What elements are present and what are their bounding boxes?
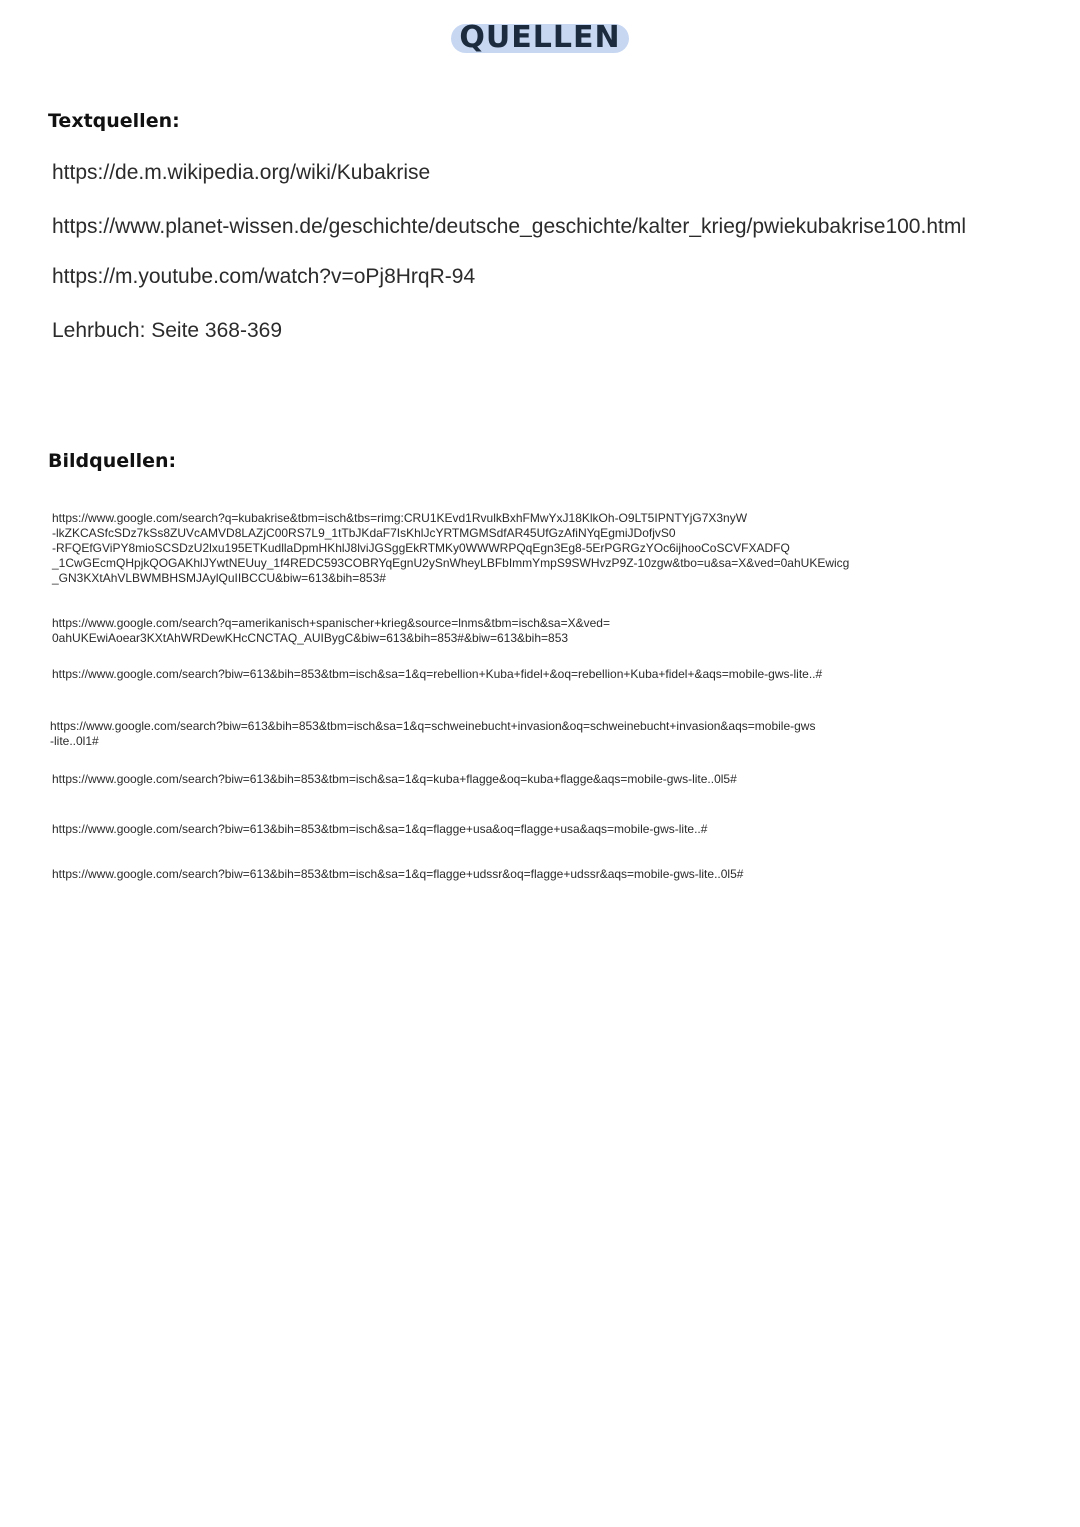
image-source-line: 0ahUKEwiAoear3KXtAhWRDewKHcCNCTAQ_AUIBygC&biw=613&bih=853#&biw=613&bih=853 (52, 631, 569, 645)
image-source-link[interactable] (52, 616, 932, 646)
image-source-line: https://www.google.com/search?biw=613&bih=853&tbm=isch&sa=1&q=schweinebucht+invasion&oq=schweinebucht+invasion&aqs=mobile-gws (50, 719, 816, 733)
image-source-link[interactable] (52, 667, 932, 682)
image-source-line: -lkZKCASfcSDz7kSs8ZUVcAMVD8LAZjC00RS7L9_1tTbJKdaF7IsKhlJcYRTMGMSdfAR45UfGzAfiNYqEgmiJDofjvS0 (52, 526, 676, 540)
image-source-line: https://www.google.com/search?biw=613&bih=853&tbm=isch&sa=1&q=flagge+udssr&oq=flagge+udssr&aqs=mobile-gws-lite..0l5# (52, 867, 744, 881)
text-source-textbook: Lehrbuch: Seite 368-369 (52, 319, 283, 342)
text-source-link[interactable]: https://de.m.wikipedia.org/wiki/Kubakrise (52, 161, 431, 184)
image-source-link[interactable] (52, 772, 932, 787)
page-title-text: QUELLEN (459, 20, 621, 55)
image-sources-heading: Bildquellen: (48, 450, 177, 472)
text-sources-heading: Textquellen: (48, 110, 180, 132)
image-source-line: https://www.google.com/search?biw=613&bih=853&tbm=isch&sa=1&q=kuba+flagge&oq=kuba+flagge&aqs=mobile-gws-lite..0l5# (52, 772, 737, 786)
text-source-link[interactable]: https://m.youtube.com/watch?v=oPj8HrqR-94 (52, 265, 476, 288)
image-source-line: _GN3KXtAhVLBWMBHSMJAylQuIIBCCU&biw=613&bih=853# (52, 571, 386, 585)
image-source-line: https://www.google.com/search?q=kubakrise&tbm=isch&tbs=rimg:CRU1KEvd1RvulkBxhFMwYxJ18KlkOh-O9LT5IPNTYjG7X3nyW (52, 511, 748, 525)
image-source-line: https://www.google.com/search?q=amerikanisch+spanischer+krieg&source=lnms&tbm=isch&sa=X&ved= (52, 616, 610, 630)
image-source-line: _1CwGEcmQHpjkQOGAKhlJYwtNEUuy_1f4REDC593COBRYqEgnU2ySnWheyLBFbImmYmpS9SWHvzP9Z-10zgw&tbo=u&sa=X&ved=0ahUKEwicg (52, 556, 850, 570)
image-source-line: -RFQEfGViPY8mioSCSDzU2lxu195ETKudllaDpmHKhlJ8lviJGSggEkRTMKy0WWWRPQqEgn3Eg8-5ErPGRGzYOc6ijhooCoSCVFXADFQ (52, 541, 790, 555)
image-source-link[interactable] (50, 719, 930, 749)
image-source-link[interactable] (52, 511, 932, 586)
image-source-line: https://www.google.com/search?biw=613&bih=853&tbm=isch&sa=1&q=flagge+usa&oq=flagge+usa&aqs=mobile-gws-lite..# (52, 822, 708, 836)
image-source-link[interactable] (52, 822, 932, 837)
image-source-line: -lite..0l1# (50, 734, 99, 748)
image-source-line: https://www.google.com/search?biw=613&bih=853&tbm=isch&sa=1&q=rebellion+Kuba+fidel+&oq=rebellion+Kuba+fidel+&aqs=mobile-gws-lite..# (52, 667, 823, 681)
image-source-link[interactable] (52, 867, 932, 882)
title-area (0, 18, 1080, 57)
page-title (449, 18, 630, 57)
text-source-link[interactable]: https://www.planet-wissen.de/geschichte/deutsche_geschichte/kalter_krieg/pwiekubakrise100.html (52, 215, 966, 238)
